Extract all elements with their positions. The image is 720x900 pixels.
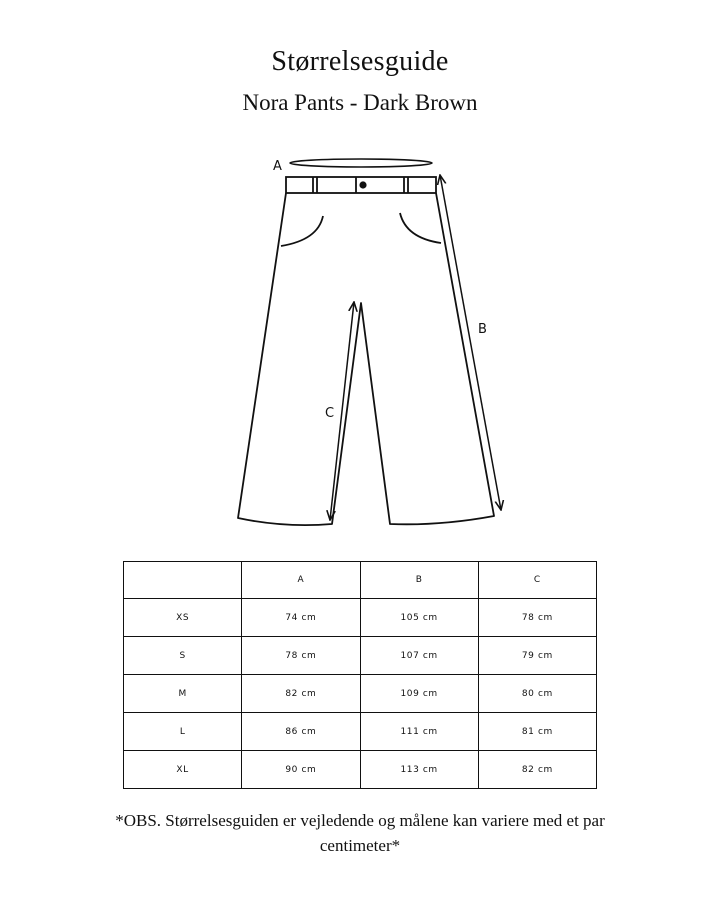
size-cell: XS	[124, 599, 242, 637]
page-title: Størrelsesguide	[271, 46, 449, 77]
table-header-cell: B	[360, 562, 478, 599]
table-header-cell: C	[478, 562, 596, 599]
table-cell: 105 cm	[360, 599, 478, 637]
label-b: B	[478, 322, 487, 337]
table-header-row	[124, 562, 597, 599]
button-icon	[359, 181, 366, 188]
table-cell: 86 cm	[242, 713, 360, 751]
table-cell: 74 cm	[242, 599, 360, 637]
table-cell: 109 cm	[360, 675, 478, 713]
table-row	[124, 751, 597, 789]
label-c: C	[325, 406, 335, 421]
table-cell: 82 cm	[478, 751, 596, 789]
table-header-cell: A	[242, 562, 360, 599]
table-cell: 82 cm	[242, 675, 360, 713]
table-cell: 81 cm	[478, 713, 596, 751]
table-cell: 113 cm	[360, 751, 478, 789]
product-name: Nora Pants - Dark Brown	[242, 90, 478, 115]
size-cell: S	[124, 637, 242, 675]
label-a: A	[273, 159, 282, 174]
length-arrow-b	[440, 175, 501, 510]
pants-outline	[238, 193, 494, 525]
table-cell: 78 cm	[242, 637, 360, 675]
size-table	[123, 561, 597, 789]
table-row	[124, 713, 597, 751]
table-cell: 79 cm	[478, 637, 596, 675]
table-cell: 107 cm	[360, 637, 478, 675]
size-cell: L	[124, 713, 242, 751]
table-cell: 90 cm	[242, 751, 360, 789]
table-row	[124, 637, 597, 675]
table-row	[124, 599, 597, 637]
size-cell: M	[124, 675, 242, 713]
size-cell: XL	[124, 751, 242, 789]
table-cell: 111 cm	[360, 713, 478, 751]
table-cell: 78 cm	[478, 599, 596, 637]
table-row	[124, 675, 597, 713]
waist-measure-ellipse	[290, 159, 432, 167]
table-header-cell	[124, 562, 242, 599]
disclaimer-note: *OBS. Størrelsesguiden er vejledende og målene kan variere med et par centimeter*	[115, 811, 605, 855]
table-cell: 80 cm	[478, 675, 596, 713]
